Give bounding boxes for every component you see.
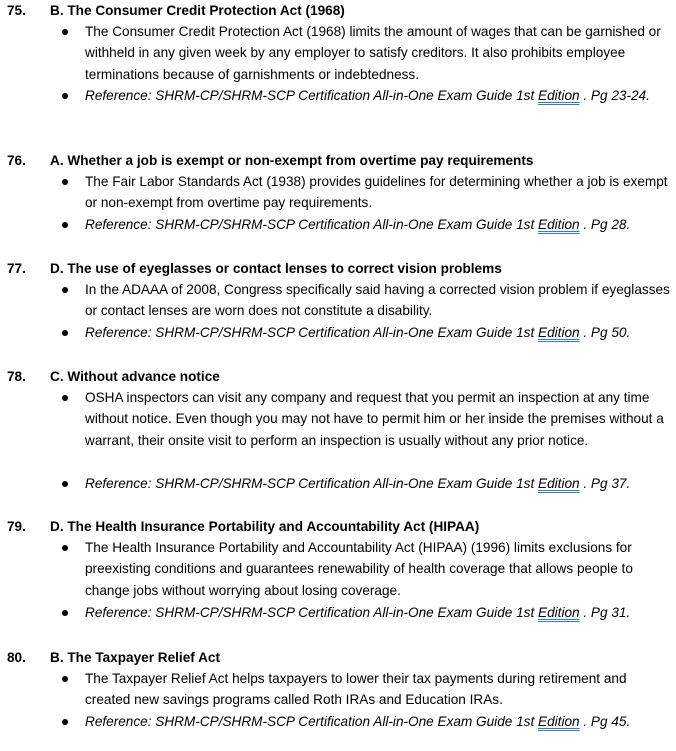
reference-edition: Edition — [538, 714, 580, 729]
reference-suffix: . Pg 31. — [579, 605, 631, 620]
reference-prefix: Reference: SHRM-CP/SHRM-SCP Certification All-in-One Exam Guide 1st — [85, 714, 539, 729]
reference-suffix: . Pg 50. — [579, 325, 631, 340]
answer-heading — [7, 647, 220, 668]
reference-suffix: . Pg 37. — [579, 476, 631, 491]
reference-edition: Edition — [538, 88, 580, 103]
reference-prefix: Reference: SHRM-CP/SHRM-SCP Certification All-in-One Exam Guide 1st — [85, 88, 539, 103]
answer-heading — [7, 150, 533, 171]
question-number: 79. — [7, 519, 26, 534]
answer-title: D. The Health Insurance Portability and Accountability Act (HIPAA) — [50, 519, 480, 534]
reference-suffix: . Pg 45. — [579, 714, 631, 729]
reference-prefix: Reference: SHRM-CP/SHRM-SCP Certification All-in-One Exam Guide 1st — [85, 325, 539, 340]
reference-prefix: Reference: SHRM-CP/SHRM-SCP Certification All-in-One Exam Guide 1st — [85, 476, 539, 491]
explanation-text: OSHA inspectors can visit any company and request that you permit an inspection at any time without notice. Even though you may not have to permit him or her inside the premises without a warrant, their onsite visit to perform an inspection is usually without any prior notice. — [85, 390, 664, 448]
answer-title: A. Whether a job is exempt or non-exempt from overtime pay requirements — [50, 153, 534, 168]
reference-prefix: Reference: SHRM-CP/SHRM-SCP Certification All-in-One Exam Guide 1st — [85, 605, 539, 620]
answer-heading — [7, 366, 220, 387]
reference-text — [85, 322, 670, 343]
question-number: 78. — [7, 369, 26, 384]
bullet-icon — [62, 545, 68, 551]
reference-text — [85, 711, 670, 732]
reference-suffix: . Pg 28. — [579, 217, 631, 232]
reference-suffix: . Pg 23-24. — [579, 88, 650, 103]
reference-text — [85, 214, 670, 235]
bullet-icon — [62, 287, 68, 293]
question-number: 77. — [7, 261, 26, 276]
answer-title: C. Without advance notice — [50, 369, 220, 384]
answer-heading — [7, 0, 345, 21]
bullet-icon — [62, 719, 68, 725]
bullet-icon — [62, 676, 68, 682]
bullet-icon — [62, 93, 68, 99]
explanation-text: The Taxpayer Relief Act helps taxpayers to lower their tax payments during retirement and created new savings programs called Roth IRAs and Education IRAs. — [85, 671, 627, 708]
bullet-icon — [62, 222, 68, 228]
reference-edition: Edition — [538, 217, 580, 232]
answer-title: B. The Consumer Credit Protection Act (1968) — [50, 3, 345, 18]
bullet-icon — [62, 29, 68, 35]
explanation-text: The Health Insurance Portability and Accountability Act (HIPAA) (1996) limits exclusions for preexisting conditions and guarantees renewability of health coverage that allows people to change jobs without worrying about losing coverage. — [85, 540, 633, 598]
reference-text — [85, 473, 670, 494]
question-number: 75. — [7, 3, 26, 18]
answer-heading — [7, 516, 479, 537]
explanation-text: The Consumer Credit Protection Act (1968) limits the amount of wages that can be garnished or withheld in any given week by any employer to satisfy creditors. It also prohibits employee terminations because of garnishments or indebtedness. — [85, 24, 661, 82]
reference-text — [85, 85, 670, 106]
reference-edition: Edition — [538, 325, 580, 340]
reference-prefix: Reference: SHRM-CP/SHRM-SCP Certification All-in-One Exam Guide 1st — [85, 217, 539, 232]
bullet-icon — [62, 330, 68, 336]
explanation-text: In the ADAAA of 2008, Congress specifically said having a corrected vision problem if eyeglasses or contact lenses are worn does not constitute a disability. — [85, 282, 670, 319]
reference-text — [85, 602, 670, 623]
bullet-icon — [62, 610, 68, 616]
reference-edition: Edition — [538, 605, 580, 620]
question-number: 80. — [7, 650, 26, 665]
bullet-icon — [62, 395, 68, 401]
bullet-icon — [62, 179, 68, 185]
answer-heading — [7, 258, 502, 279]
reference-edition: Edition — [538, 476, 580, 491]
answer-title: D. The use of eyeglasses or contact lenses to correct vision problems — [50, 261, 502, 276]
explanation-text: The Fair Labor Standards Act (1938) provides guidelines for determining whether a job is exempt or non-exempt from overtime pay requirements. — [85, 174, 668, 211]
question-number: 76. — [7, 153, 26, 168]
answer-title: B. The Taxpayer Relief Act — [50, 650, 220, 665]
bullet-icon — [62, 481, 68, 487]
